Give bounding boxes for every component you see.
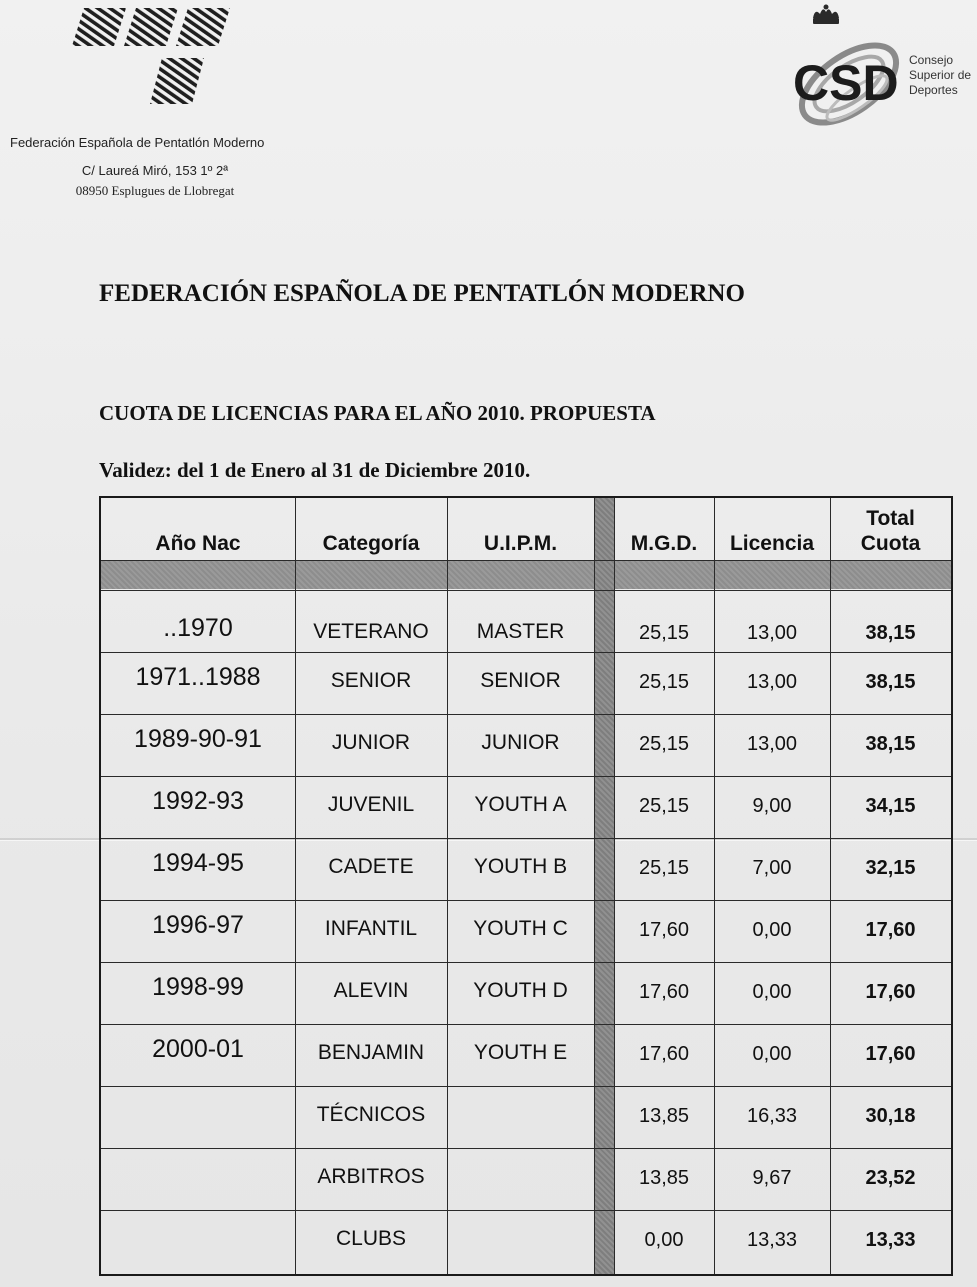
address-line-city: 08950 Esplugues de Llobregat (75, 183, 235, 198)
table-row-divider (101, 714, 951, 715)
table-cell-total: 38,15 (865, 622, 916, 644)
table-row-divider (101, 776, 951, 777)
table-cell-uipm: YOUTH A (474, 793, 567, 816)
table-cell-uipm: YOUTH D (473, 979, 568, 1002)
table-cell-license: 0,00 (752, 919, 792, 941)
header-year: Año Nac (155, 532, 241, 555)
table-row (101, 1086, 951, 1148)
csd-logo-icon (787, 2, 912, 142)
table-cell-total: 13,33 (865, 1229, 916, 1251)
table-cell-mgd: 25,15 (638, 795, 690, 817)
csd-caption-line: Superior de (909, 68, 972, 82)
table-cell-category: VETERANO (313, 620, 429, 643)
table-cell-year: ..1970 (163, 614, 233, 642)
table-cell-mgd: 13,85 (638, 1105, 690, 1127)
table-row-divider (101, 1148, 951, 1149)
header-total-line2: Cuota (860, 532, 921, 555)
table-cell-mgd: 25,15 (638, 671, 690, 693)
table-cell-category: SENIOR (330, 669, 412, 692)
table-row (101, 1148, 951, 1210)
table-row-divider (101, 1086, 951, 1087)
table-row-divider (101, 1210, 951, 1211)
table-cell-license: 9,00 (752, 795, 792, 817)
table-cell-category: INFANTIL (324, 917, 418, 940)
table-cell-category: CLUBS (335, 1227, 407, 1250)
table-header-divider (101, 590, 951, 591)
table-cell-mgd: 17,60 (638, 1043, 690, 1065)
table-cell-total: 38,15 (865, 671, 916, 693)
table-cell-category: TÉCNICOS (316, 1103, 426, 1126)
table-cell-mgd: 25,15 (638, 622, 690, 644)
table-column-divider (295, 498, 296, 1274)
table-cell-year: 1989-90-91 (134, 725, 262, 753)
table-row-divider (101, 838, 951, 839)
header-category: Categoría (322, 532, 420, 555)
table-column-divider (447, 498, 448, 1274)
table-cell-category: BENJAMIN (317, 1041, 425, 1064)
address-line-street: C/ Laureá Miró, 153 1º 2ª (81, 163, 229, 178)
table-row (101, 1024, 951, 1086)
table-cell-license: 9,67 (752, 1167, 792, 1189)
table-cell-license: 13,00 (746, 733, 798, 755)
csd-caption-line: Deportes (909, 83, 958, 97)
csd-abbreviation: CSD (793, 55, 899, 111)
crown-icon (813, 5, 839, 25)
header-total (830, 506, 951, 556)
table-column-divider (614, 498, 615, 1274)
table-row (101, 590, 951, 652)
validity-period: Validez: del 1 de Enero al 31 de Diciembre 2010. (99, 458, 531, 482)
table-column-divider (594, 498, 595, 1274)
table-cell-uipm: JUNIOR (481, 731, 560, 754)
table-cell-total: 17,60 (865, 919, 916, 941)
table-row (101, 962, 951, 1024)
table-cell-license: 0,00 (752, 1043, 792, 1065)
document-title: FEDERACIÓN ESPAÑOLA DE PENTATLÓN MODERNO (99, 280, 745, 307)
table-cell-year: 1996-97 (152, 911, 244, 939)
header-uipm: U.I.P.M. (483, 532, 558, 555)
table-cell-mgd: 17,60 (638, 919, 690, 941)
header-license: Licencia (729, 532, 815, 555)
table-row (101, 652, 951, 714)
table-cell-license: 16,33 (746, 1105, 798, 1127)
table-cell-license: 13,00 (746, 622, 798, 644)
header-shade-band (101, 561, 951, 589)
table-header-divider (101, 560, 951, 561)
table-cell-total: 34,15 (865, 795, 916, 817)
header-total-line1: Total (866, 507, 915, 530)
table-cell-uipm: SENIOR (480, 669, 561, 692)
csd-caption (909, 53, 977, 98)
table-cell-license: 0,00 (752, 981, 792, 1003)
table-cell-total: 23,52 (865, 1167, 916, 1189)
table-row-divider (101, 652, 951, 653)
table-cell-year: 1992-93 (152, 787, 244, 815)
table-cell-mgd: 13,85 (638, 1167, 690, 1189)
federation-logo-icon (70, 8, 240, 108)
csd-caption-line: Consejo (909, 53, 954, 67)
table-cell-uipm: MASTER (476, 620, 565, 643)
table-cell-total: 17,60 (865, 1043, 916, 1065)
table-cell-year: 1971..1988 (135, 663, 261, 691)
table-cell-category: JUVENIL (327, 793, 415, 816)
table-cell-license: 7,00 (752, 857, 792, 879)
federation-name: Federación Española de Pentatlón Moderno (10, 135, 265, 150)
table-column-divider (830, 498, 831, 1274)
table-cell-mgd: 0,00 (644, 1229, 684, 1251)
table-row (101, 1210, 951, 1272)
table-row (101, 714, 951, 776)
table-cell-category: JUNIOR (331, 731, 411, 754)
table-cell-total: 38,15 (865, 733, 916, 755)
table-row-divider (101, 962, 951, 963)
table-cell-year: 2000-01 (152, 1035, 244, 1063)
table-row (101, 776, 951, 838)
table-cell-category: CADETE (328, 855, 414, 878)
table-cell-total: 30,18 (865, 1105, 916, 1127)
table-row (101, 838, 951, 900)
license-fee-table (99, 496, 953, 1276)
table-cell-category: ALEVIN (333, 979, 409, 1002)
table-cell-uipm: YOUTH E (473, 1041, 568, 1064)
table-column-divider (714, 498, 715, 1274)
table-cell-mgd: 17,60 (638, 981, 690, 1003)
table-row-divider (101, 900, 951, 901)
table-row-divider (101, 1024, 951, 1025)
table-cell-year: 1998-99 (152, 973, 244, 1001)
table-cell-mgd: 25,15 (638, 857, 690, 879)
header-mgd: M.G.D. (630, 532, 698, 555)
table-row (101, 900, 951, 962)
table-cell-uipm: YOUTH C (473, 917, 568, 940)
table-cell-license: 13,33 (746, 1229, 798, 1251)
table-cell-total: 17,60 (865, 981, 916, 1003)
table-cell-license: 13,00 (746, 671, 798, 693)
table-cell-uipm: YOUTH B (473, 855, 568, 878)
table-cell-year: 1994-95 (152, 849, 244, 877)
table-cell-total: 32,15 (865, 857, 916, 879)
document-subtitle: CUOTA DE LICENCIAS PARA EL AÑO 2010. PROPUESTA (99, 401, 656, 425)
table-cell-mgd: 25,15 (638, 733, 690, 755)
table-cell-category: ARBITROS (317, 1165, 425, 1188)
